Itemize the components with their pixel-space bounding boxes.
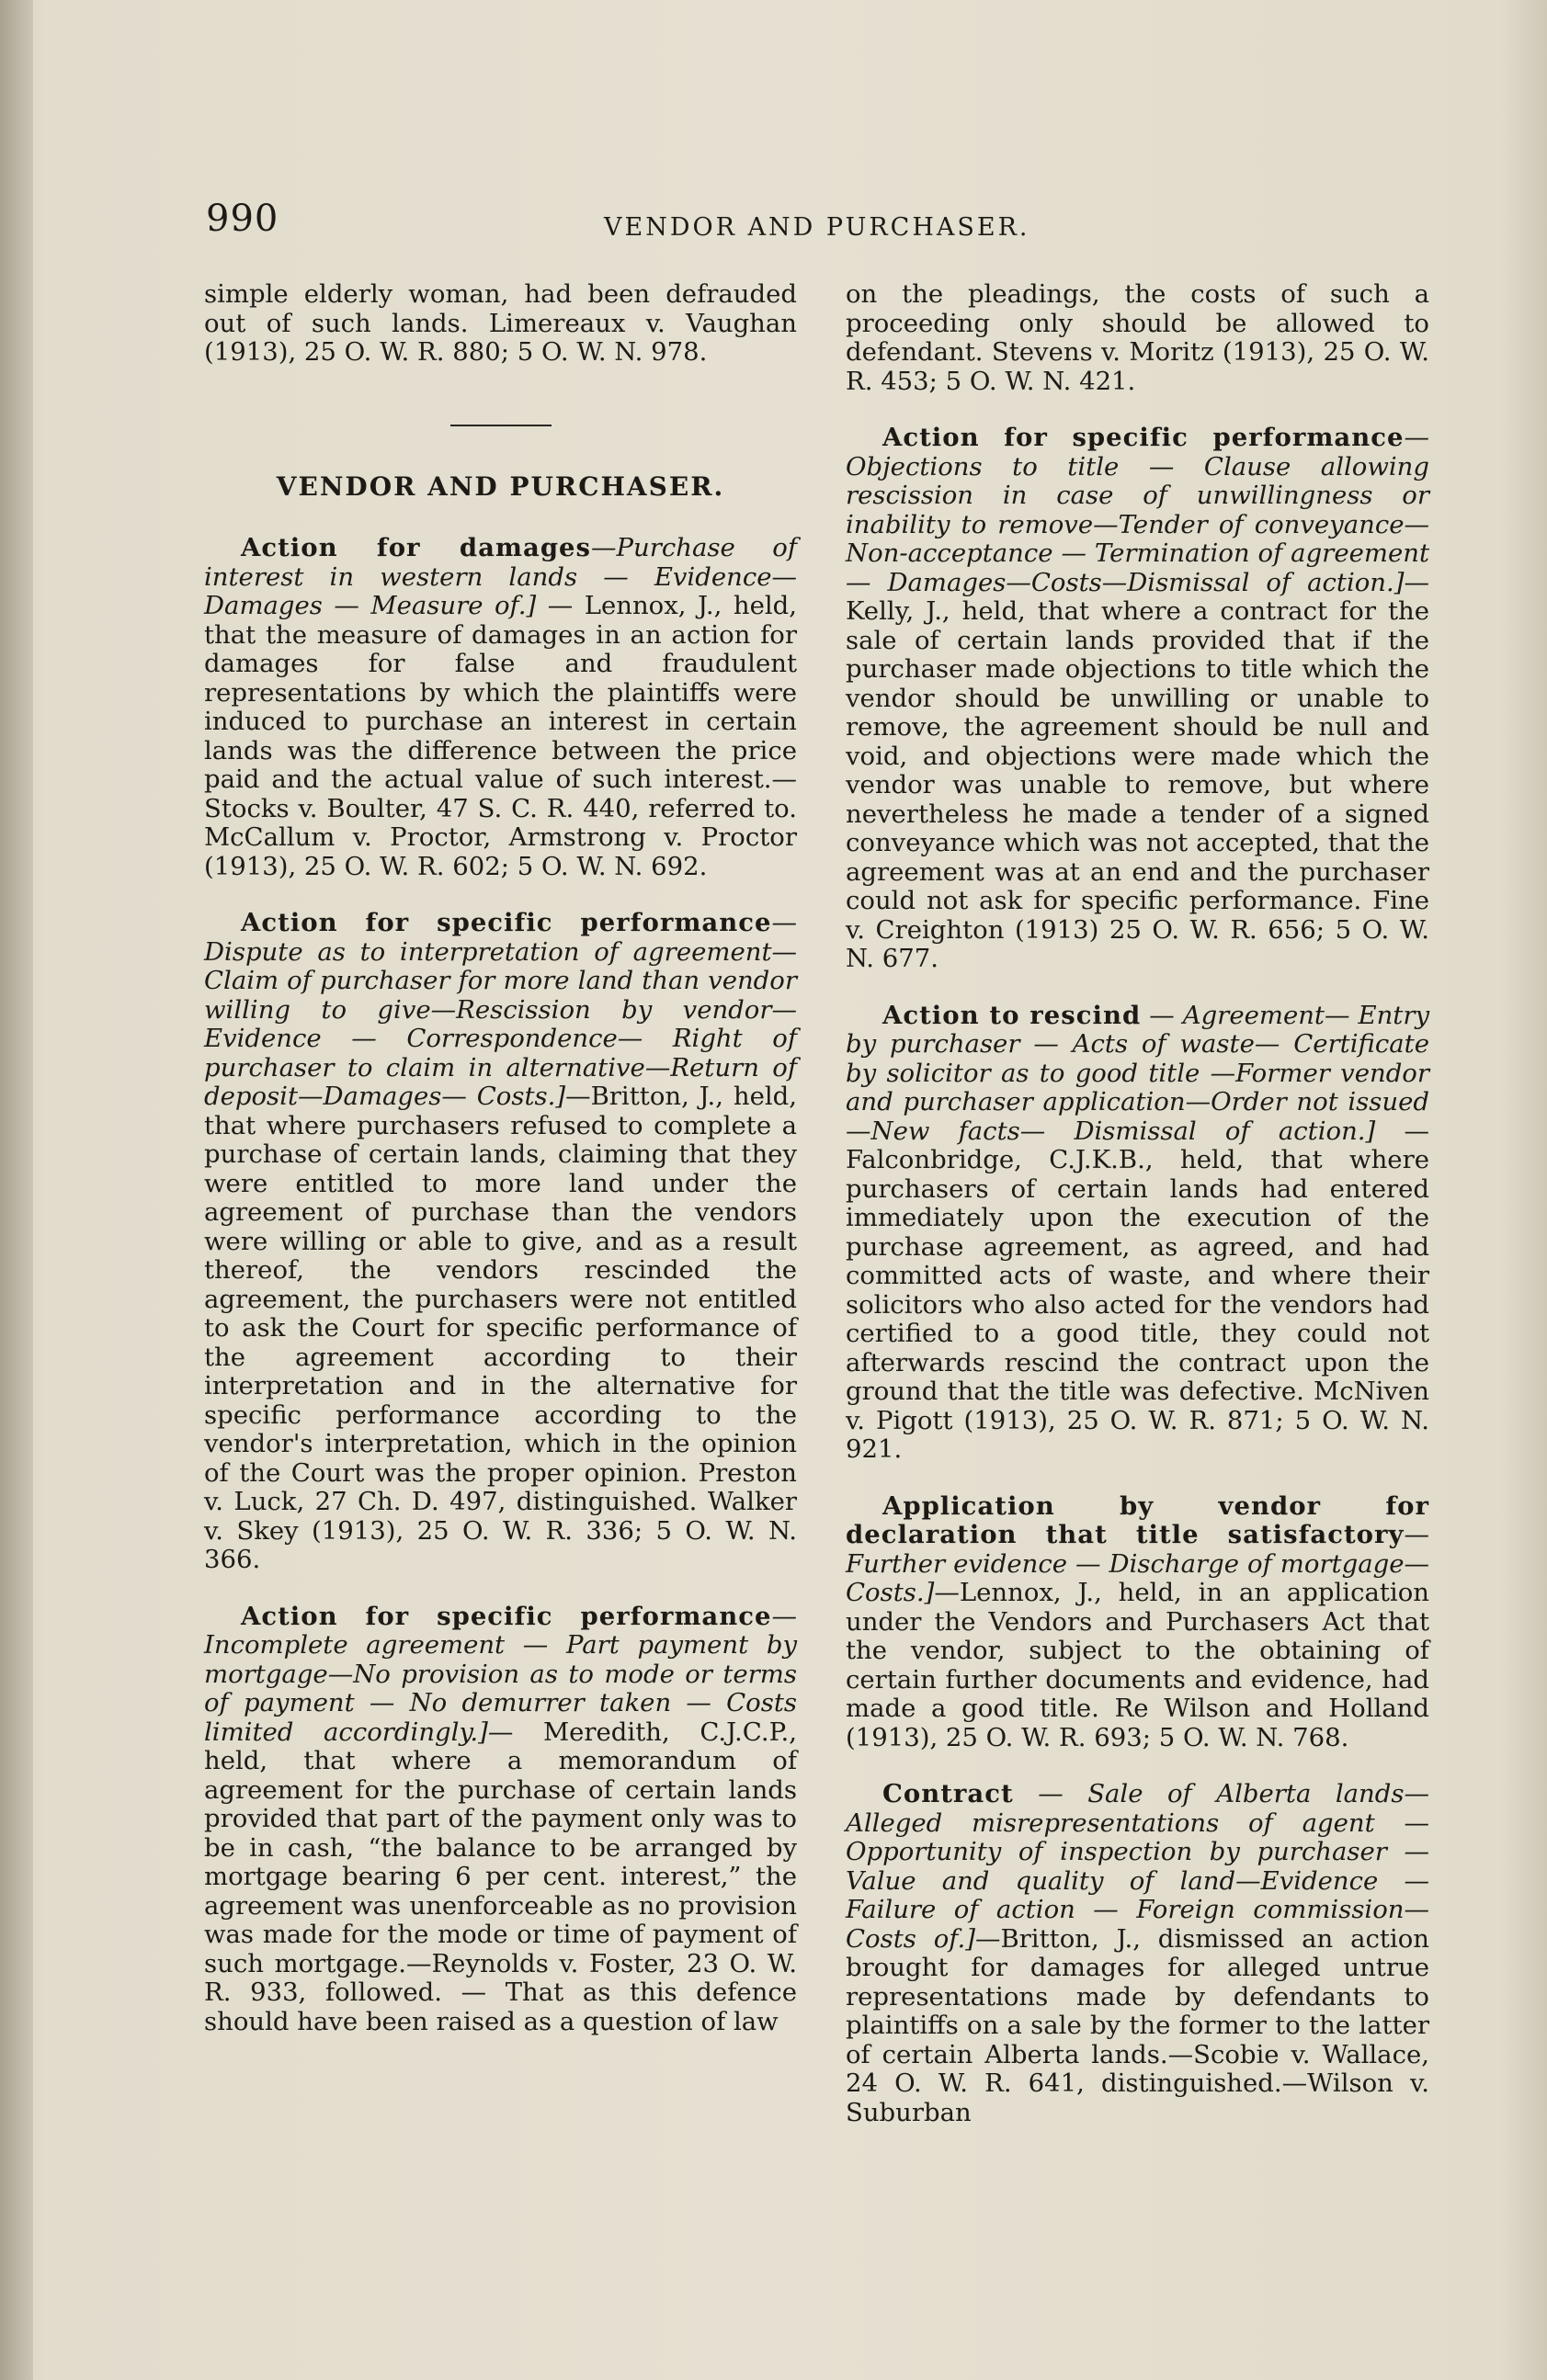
section-rule	[450, 425, 552, 426]
entry-heading: Action for specific performance	[241, 1601, 772, 1631]
entry-specific-performance-1	[204, 909, 797, 1575]
page-number: 990	[206, 198, 279, 240]
entry-action-for-damages	[204, 534, 797, 881]
entry-text: —Lennox, J., held, in an application under the Vendors and Purchasers Act that the vendor, subject to the obtaining of certain further documents and evidence, had made a good title. Re Wilson and Holland (1913), 25 O. W. R. 693; 5 O. W. N. 768.	[846, 1578, 1429, 1752]
entry-subheading: — Incomplete agreement — Part payment by mortgage—No provision as to mode or terms of payment — No demurrer taken — Costs limited accordingly.]	[204, 1601, 797, 1747]
left-column	[204, 280, 797, 2036]
entry-text: —Kelly, J., held, that where a contract for the sale of certain lands provided that if the purchaser made objections to title which the vendor should be unwilling or unable to remove, the agreement should be null and void, and objections were made which the vendor was unable to remove, but where nevertheless he made a tender of a signed conveyance which was not accepted, that the agreement was at an end and the purchaser could not ask for specific performance. Fine v. Creighton (1913) 25 O. W. R. 656; 5 O. W. N. 677.	[846, 567, 1429, 973]
entry-specific-performance-2	[204, 1603, 797, 2037]
entry-contract	[846, 1780, 1429, 2127]
entry-application-by-vendor	[846, 1492, 1429, 1753]
binding-shadow	[0, 0, 33, 2380]
entry-subheading: — Sale of Alberta lands— Alleged misrepresentations of agent — Opportunity of inspection by purchaser —Value and quality of land—Evidence —Failure of action — Foreign commission—Costs of.]	[846, 1779, 1429, 1954]
section-title: VENDOR AND PURCHASER.	[276, 470, 725, 502]
entry-action-to-rescind	[846, 1002, 1429, 1465]
entry-subheading: — Objections to title — Clause allowing rescission in case of unwillingness or inability to remove—Tender of conveyance—Non-acceptance — Termination of agreement — Damages—Costs—Dismissal of action.]	[846, 423, 1429, 597]
entry-text: — Lennox, J., held, that the measure of damages in an action for damages for false and fraudulent representations by which the plaintiffs were induced to purchase an interest in certain lands was the difference between the price paid and the actual value of such interest.—Stocks v. Boulter, 47 S. C. R. 440, referred to. McCallum v. Proctor, Armstrong v. Proctor (1913), 25 O. W. R. 602; 5 O. W. N. 692.	[204, 591, 797, 881]
entry-subheading: —Purchase of interest in western lands — Evidence— Damages — Measure of.]	[204, 533, 798, 620]
entry-subheading: — Agreement— Entry by purchaser — Acts of waste— Certificate by solicitor as to good title —Former vendor and purchaser application—Order not issued—New facts— Dismissal of action.]	[846, 1000, 1430, 1146]
entry-specific-performance-3	[846, 424, 1429, 974]
entry-heading: Action for specific performance	[882, 423, 1405, 452]
entry-text: — Falconbridge, C.J.K.B., held, that where purchasers of certain lands had entered immediately upon the execution of the purchase agreement, as agreed, and had committed acts of waste, and where their solicitors who also acted for the vendors had certified to a good title, they could not afterwards rescind the contract upon the ground that the title was defective. McNiven v. Pigott (1913), 25 O. W. R. 871; 5 O. W. N. 921.	[846, 1116, 1429, 1464]
entry-subheading: — Further evidence — Discharge of mortgage—Costs.]	[846, 1520, 1429, 1607]
running-head: VENDOR AND PURCHASER.	[604, 213, 1030, 242]
carryover-paragraph: simple elderly woman, had been defrauded out of such lands. Limereaux v. Vaughan (1913), 25 O. W. R. 880; 5 O. W. N. 978.	[204, 279, 797, 367]
entry-heading: Application by vendor for declaration that title satisfactory	[846, 1490, 1429, 1549]
entry-text: — Meredith, C.J.C.P., held, that where a memorandum of agreement for the purchase of certain lands provided that part of the payment only was to be in cash, “the balance to be arranged by mortgage bearing 6 per cent. interest,” the agreement was unenforceable as no provision was made for the mode or time of payment of such mortgage.—Reynolds v. Foster, 23 O. W. R. 933, followed. — That as this defence should have been raised as a question of law	[204, 1717, 798, 2036]
carryover-paragraph: on the pleadings, the costs of such a proceeding only should be allowed to defendant. Stevens v. Moritz (1913), 25 O. W. R. 453; 5 O. W. N. 421.	[846, 279, 1429, 396]
entry-heading: Action for damages	[241, 533, 592, 562]
entry-heading: Contract	[882, 1779, 1014, 1808]
page-header	[0, 198, 1547, 253]
right-column	[846, 280, 1429, 2127]
entry-text: —Britton, J., held, that where purchasers refused to complete a purchase of certain lands, claiming that they were entitled to more land under the agreement of purchase than the vendors were willing or able to give, and as a result thereof, the vendors rescinded the agreement, the purchasers were not entitled to ask the Court for specific performance of the agreement according to their interpretation and in the alternative for specific performance according to the vendor's interpretation, which in the opinion of the Court was the proper opinion. Preston v. Luck, 27 Ch. D. 497, distinguished. Walker v. Skey (1913), 25 O. W. R. 336; 5 O. W. N. 366.	[204, 1082, 797, 1574]
entry-heading: Action for specific performance	[241, 908, 772, 937]
entry-heading: Action to rescind	[882, 1000, 1142, 1030]
entry-text: —Britton, J., dismissed an action brought for damages for alleged untrue representations made by defendants to plaintiffs on a sale by the former to the latter of certain Alberta lands.—Scobie v. Wallace, 24 O. W. R. 641, distinguished.—Wilson v. Suburban	[846, 1923, 1429, 2127]
entry-subheading: — Dispute as to interpretation of agreement—Claim of purchaser for more land than vendor willing to give—Rescission by vendor—Evidence — Correspondence— Right of purchaser to claim in alternative—Return of deposit—Damages— Costs.]	[204, 908, 797, 1111]
